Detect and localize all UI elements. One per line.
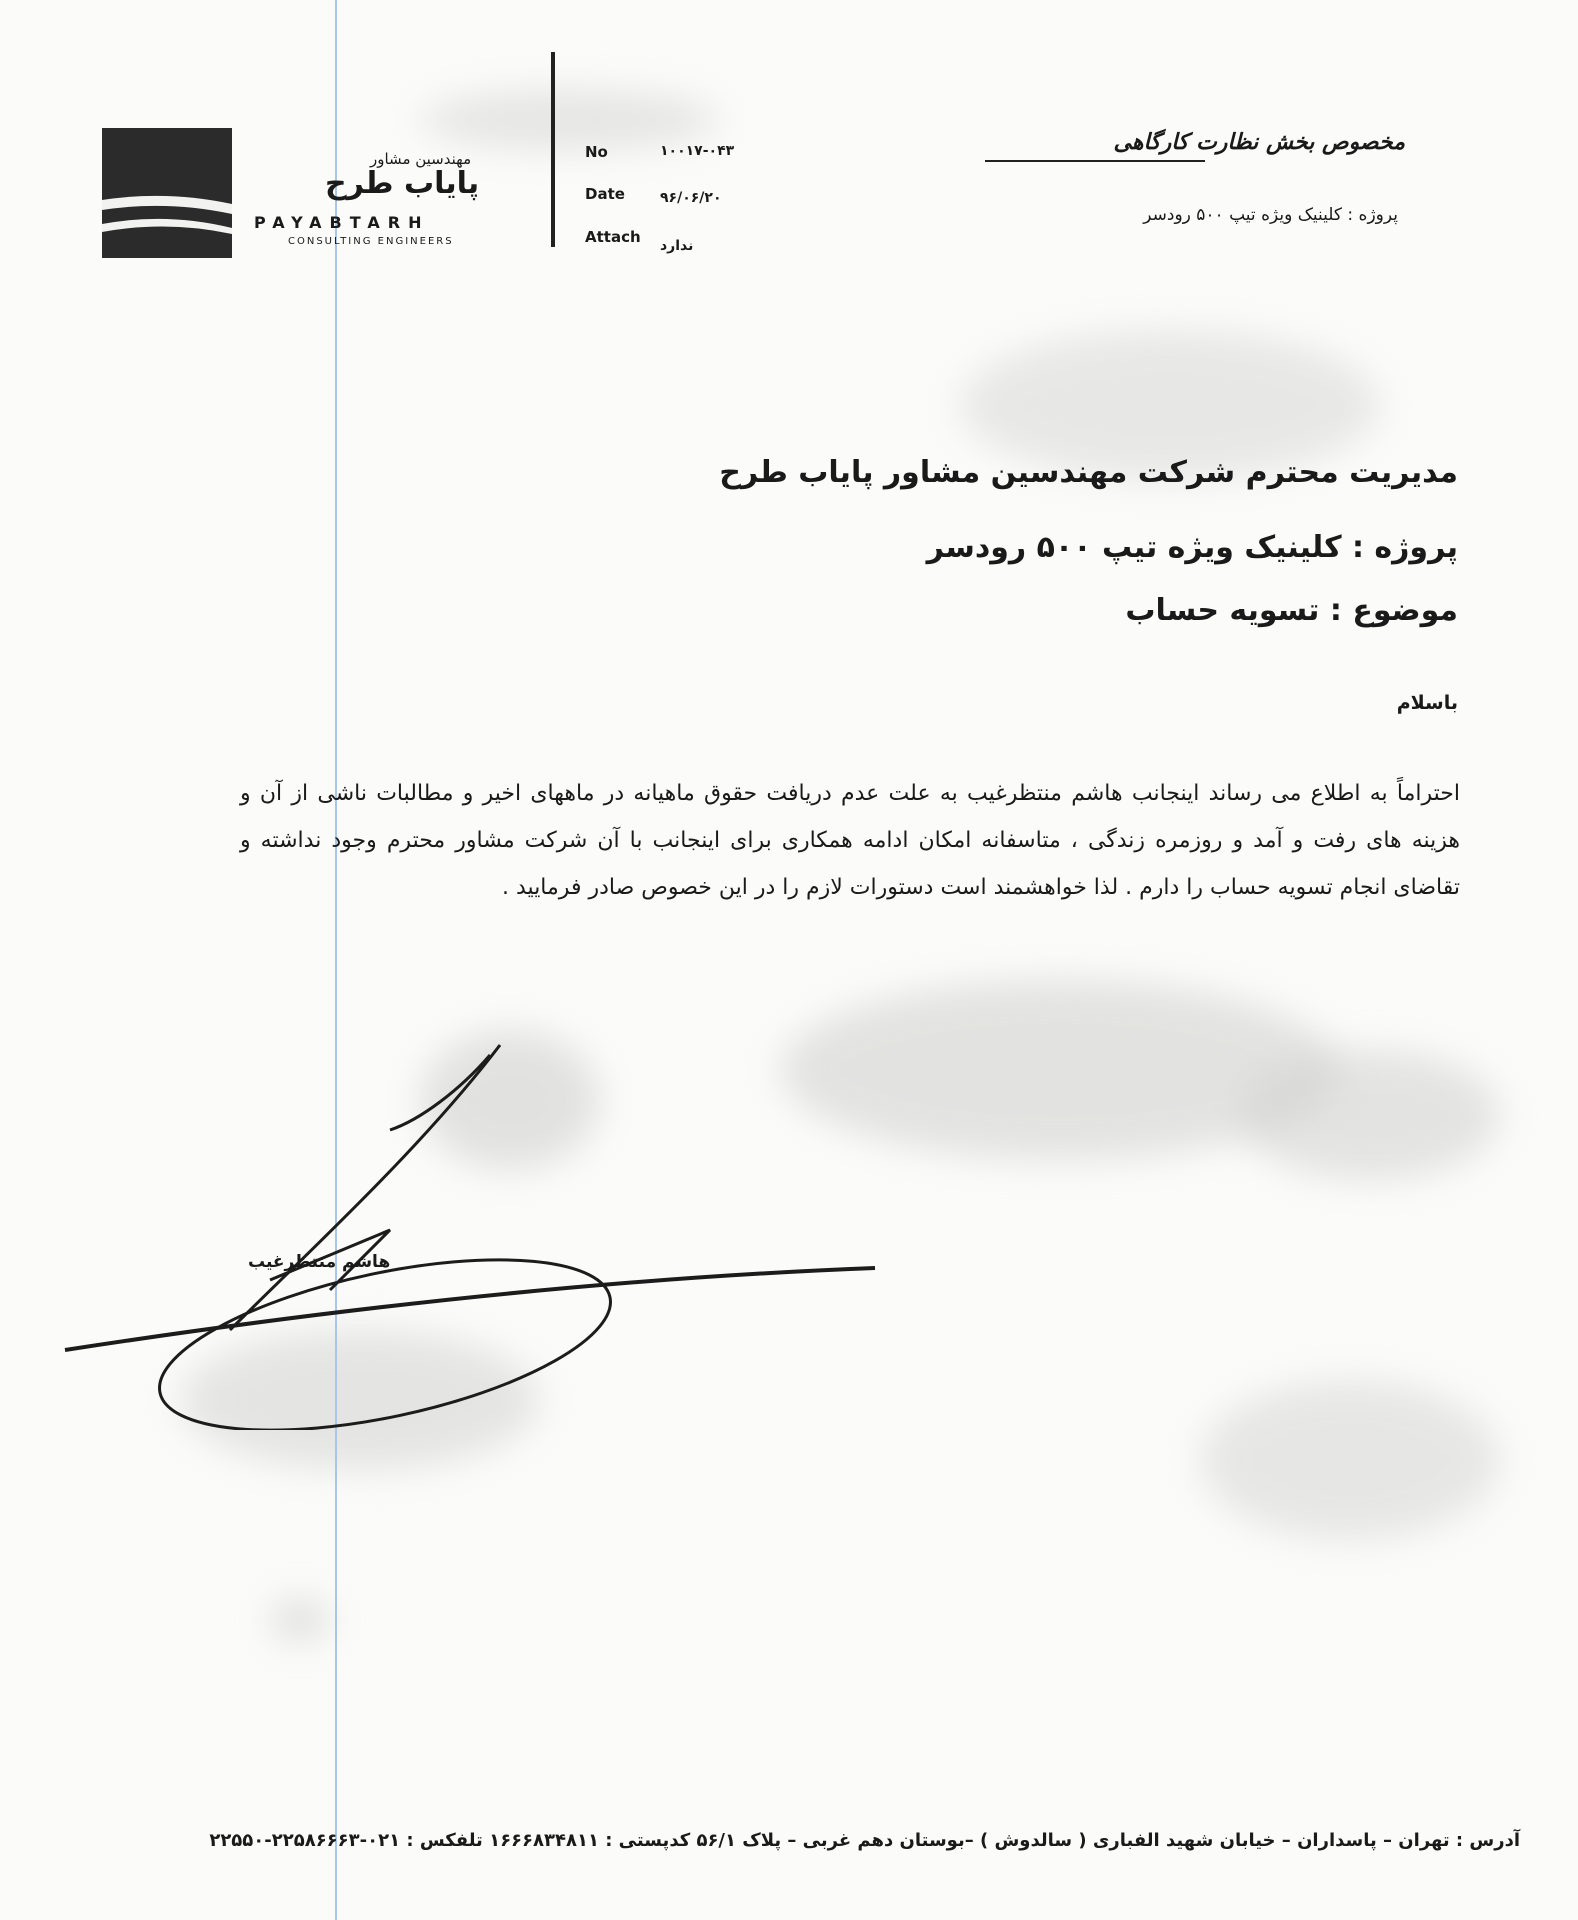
recipient-underline bbox=[985, 160, 1205, 162]
brand-english: PAYABTARH bbox=[254, 213, 430, 232]
date-label: Date bbox=[585, 185, 625, 203]
recipient-project: پروژه : کلینیک ویژه تیپ ۵۰۰ رودسر bbox=[1143, 205, 1398, 225]
heading-addressee: مدیریت محترم شرکت مهندسین مشاور پایاب طرح bbox=[719, 455, 1458, 490]
brand-persian: پایاب طرح bbox=[325, 166, 480, 201]
scan-noise bbox=[1240, 1050, 1500, 1180]
scan-noise bbox=[1200, 1380, 1500, 1540]
footer-address: آدرس : تهران – پاسداران – خیابان شهید الفباری ( سالدوش ) –بوستان دهم غربی – پلاک ۵۶/۱ کدپستی : ۱۶۶۶۸۳۴۸۱۱ تلفکس : ۰۲۱-۲۲۵۸۶۶۶۳-۲۲۵۵۰ bbox=[209, 1830, 1520, 1851]
no-label: No bbox=[585, 143, 608, 161]
scan-noise bbox=[420, 90, 720, 150]
attach-value: ندارد bbox=[660, 238, 694, 254]
greeting: باسلام bbox=[1396, 692, 1458, 714]
date-value: ۹۶/۰۶/۲۰ bbox=[660, 190, 722, 206]
scan-noise bbox=[270, 1600, 330, 1640]
brand-persian-small: مهندسین مشاور bbox=[370, 150, 472, 168]
letter-body: احتراماً به اطلاع می رساند اینجانب هاشم منتظرغیب به علت عدم دریافت حقوق ماهیانه در ماههای اخیر و مطالبات ناشی از آن و هزینه های رفت و آمد و روزمره زندگی ، متاسفانه امکان ادامه همکاری برای اینجانب با آن شرکت مشاور محترم وجود نداشته و تقاضای انجام تسویه حساب را دارم . لذا خواهشمند است دستورات لازم را در این خصوص صادر فرمایید . bbox=[240, 781, 1460, 900]
heading-project: پروژه : کلینیک ویژه تیپ ۵۰۰ رودسر bbox=[926, 530, 1458, 565]
no-value: ۱۰۰۱۷-۰۴۳ bbox=[660, 143, 735, 159]
header-divider bbox=[551, 52, 555, 247]
attach-label: Attach bbox=[585, 228, 641, 246]
brand-subtitle: CONSULTING ENGINEERS bbox=[288, 236, 454, 247]
signature-name: هاشم منتظرغیب bbox=[248, 1252, 391, 1272]
payabtarh-logo-icon bbox=[102, 128, 232, 258]
handwritten-signature bbox=[60, 1030, 900, 1430]
heading-subject: موضوع : تسویه حساب bbox=[1125, 593, 1458, 628]
recipient-title: مخصوص بخش نظارت کارگاهی bbox=[1113, 130, 1405, 155]
scan-blue-rule bbox=[335, 0, 337, 1920]
